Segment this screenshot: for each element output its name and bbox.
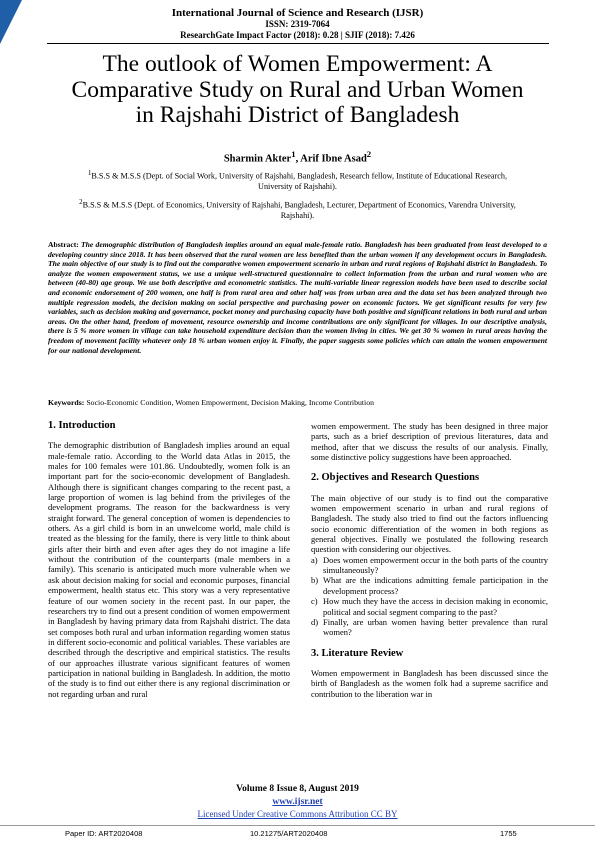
right-column: [311, 421, 548, 699]
section-3-heading: 3. Literature Review: [311, 647, 404, 659]
section-1-heading: 1. Introduction: [48, 420, 116, 431]
doi: 10.21275/ART2020408: [250, 829, 328, 838]
left-column: [48, 421, 290, 699]
affiliation-1: [75, 169, 520, 193]
question-marker: c): [311, 596, 318, 607]
question-text: Finally, are urban women having better prevalence than rural women?: [323, 616, 548, 638]
author-1-sup: 1: [291, 149, 296, 159]
question-text: Does women empowerment occur in the both parts of the country simultaneously?: [323, 554, 548, 576]
issn: ISSN: 2319-7064: [265, 19, 330, 29]
question-text: What are the indications admitting female participation in the development process?: [323, 575, 548, 596]
section-1-paragraph-1: The demographic distribution of Bangladesh implies around an equal male-female ratio. According to the World data Atlas in 2015, the males for 100 females were 101.86. Undoubtedly, women folk is an important part for the socio-economic development of Bangladesh. Although there is significant changes comparing to the recent past, a large proportion of women is lag behind from the privileges of the development programs. The reason for the backwardness is very straight forward. The general conception of women is dependencies to others. As a girl child is born in an unwelcome world, male child is treated as the blessing for the family, there is very little to think about girls after their birth and even after ages they do not imagine a life without the contribution of the counterparts (male members in a family). This scenario is anticipated much more vulnerable when we ask about decision making for social and economic purposes, financial empowerment, health status etc. This story was a very representative feature of our women society in the recent past. In our paper, the researchers try to find out a present condition of women empowerment in Bangladesh by having primary data from Rajshahi district. The data set composes both rural and urban information regarding women status in different socio-economic and political variables. These variables are described through the descriptive and empirical statistics. The results of our approaches illustrate various significant features of women participation in national building in Bangladesh. In addition, the motto of the study is to find out either there is any regional discrimination or not regarding urban and rural: [48, 440, 290, 699]
abstract: [48, 240, 547, 355]
author-separator: ,: [295, 153, 301, 165]
author-1: Sharmin Akter: [223, 153, 292, 165]
research-question: [311, 596, 548, 617]
abstract-text: The demographic distribution of Bangladesh implies around an equal male-female ratio. Bangladesh has been graduated from least developed to a developing country since 2018. It has been observed that the rural women are less benefited than the urban women if any development occurs in Bangladesh. The main objective of our study is to find out the comparative women empowerment scenario in urban and rural regions of Rajshahi district in Bangladesh. To analyze the women empowerment status, we use a unique well-structured questionnaire to collect information from the urban and rural women who are between (40-80) age group. We use both descriptive and econometric statistics. The multi-variable linear regression models have been used to describe social and economic endorsement of 200 women, one half is from rural area and other half was from urban area and the data set has been analyzed through two multiple regression models, the decision making on social perspective and purchasing power on economic factors. We get significant results for very few variables, such as decision making and governance, pocket money and purchasing capacity have both positive and significant relations in both rural and urban areas. On the other hand, freedom of movement, resource ownership and income contributions are only significant for villages. In our descriptive analysis, there is 5 % more women in village can take household expenditure decision than the women living in cities. We get 30 % women in rural areas having the freedom of movement facility whatever only 18 % urban women enjoy it. Finally, the paper suggests some policies which can attain the women empowerment for our national development.: [48, 240, 547, 355]
page-number: 1755: [500, 829, 517, 838]
affiliation-2-sup: 2: [79, 199, 83, 206]
keywords-label: Keywords:: [48, 398, 85, 407]
question-marker: d): [311, 616, 319, 627]
authors: [0, 149, 595, 165]
research-question: [311, 555, 548, 576]
affiliation-1-text: B.S.S & M.S.S (Dept. of Social Work, University of Rajshahi, Bangladesh, Research fellow, Institute of Educational Research, University of Rajshahi).: [91, 171, 508, 192]
question-text: How much they have the access in decision making in economic, political and social segment comparing to the past?: [323, 596, 548, 617]
affiliation-1-sup: 1: [87, 170, 92, 177]
author-2: Arif Ibne Asad: [300, 153, 367, 165]
section-2-paragraph-1: The main objective of our study is to find out the comparative women empowerment scenario in urban and rural regions of Bangladesh. The study also tried to find out the factors influencing socio economic differentiation of the women in both regions as general objectives. Finally we postulated the following research question with considering our objectives.: [311, 492, 548, 555]
keywords-text: Socio-Economic Condition, Women Empowerment, Decision Making, Income Contribution: [86, 398, 375, 407]
keywords: [48, 398, 547, 407]
volume-issue: Volume 8 Issue 8, August 2019: [236, 784, 359, 794]
question-marker: b): [311, 575, 319, 586]
author-2-sup: 2: [366, 149, 372, 159]
affiliation-2: [75, 198, 520, 222]
research-questions: [311, 555, 548, 638]
paper-id: Paper ID: ART2020408: [65, 829, 143, 838]
research-question: [311, 575, 548, 596]
paper-title: The outlook of Women Empowerment: A Comparative Study on Rural and Urban Women in Rajshahi District of Bangladesh: [71, 51, 524, 128]
license-link[interactable]: Licensed Under Creative Commons Attribution CC BY: [197, 809, 398, 819]
research-question: [311, 617, 548, 638]
section-2-heading: 2. Objectives and Research Questions: [311, 472, 480, 484]
journal-name: International Journal of Science and Research (IJSR): [171, 7, 424, 19]
impact-factor: ResearchGate Impact Factor (2018): 0.28 | SJIF (2018): 7.426: [180, 30, 415, 40]
section-1-paragraph-2: women empowerment. The study has been designed in three major parts, such as a brief description of previous literatures, data and method, after that we discuss the results of our analysis. Finally, some distinctive policy suggestions have been approached.: [311, 421, 548, 463]
abstract-label: Abstract:: [48, 240, 79, 249]
footer-rule: [0, 825, 595, 826]
affiliation-2-text: B.S.S & M.S.S (Dept. of Economics, University of Rajshahi, Bangladesh, Lecturer, Department of Economics, Varendra University, Rajshahi).: [82, 200, 516, 221]
question-marker: a): [311, 554, 318, 565]
section-3-paragraph-1: Women empowerment in Bangladesh has been discussed since the birth of Bangladesh as the women folk had a supreme sacrifice and contribution to the liberation war in: [311, 667, 548, 699]
journal-website-link[interactable]: www.ijsr.net: [272, 797, 323, 807]
header-rule: [47, 43, 549, 44]
